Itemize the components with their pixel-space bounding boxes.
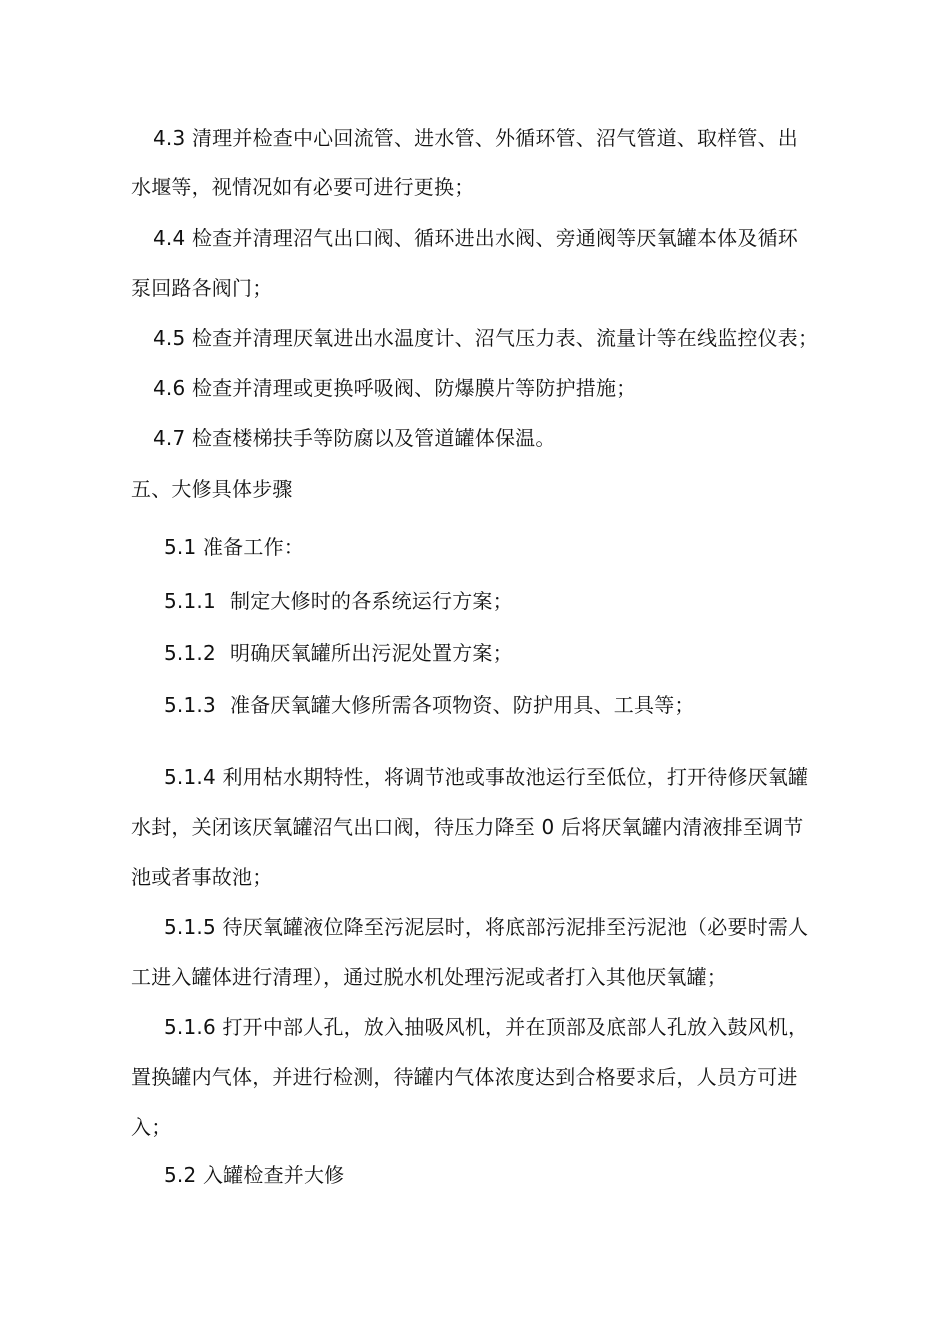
step-5-1-6-line-2: 置换罐内气体，并进行检测，待罐内气体浓度达到合格要求后，人员方可进 [131, 1065, 798, 1089]
step-5-1-2-text: 明确厌氧罐所出污泥处置方案； [230, 641, 513, 665]
step-5-1-6-line-3: 入； [131, 1115, 172, 1139]
step-5-1-4-line-3: 池或者事故池； [131, 865, 273, 889]
step-5-1-3-number: 5.1.3 [164, 693, 216, 717]
step-5-2: 5.2 入罐检查并大修 [164, 1163, 345, 1187]
step-5-1-5-line-1: 5.1.5 待厌氧罐液位降至污泥层时，将底部污泥排至污泥池（必要时需人 [164, 915, 809, 939]
item-4-4-line-2: 泵回路各阀门； [131, 276, 273, 300]
item-4-6: 4.6 检查并清理或更换呼吸阀、防爆膜片等防护措施； [153, 376, 637, 400]
step-5-1-4-line-2: 水封，关闭该厌氧罐沼气出口阀，待压力降至 0 后将厌氧罐内清液排至调节 [131, 815, 804, 839]
item-4-7: 4.7 检查楼梯扶手等防腐以及管道罐体保温。 [153, 426, 556, 450]
step-5-1: 5.1 准备工作： [164, 535, 304, 559]
item-4-5: 4.5 检查并清理厌氧进出水温度计、沼气压力表、流量计等在线监控仪表； [153, 326, 819, 350]
step-5-1-4-line-1: 5.1.4 利用枯水期特性，将调节池或事故池运行至低位，打开待修厌氧罐 [164, 765, 809, 789]
step-5-1-2 [164, 640, 513, 666]
step-5-1-5-line-2: 工进入罐体进行清理），通过脱水机处理污泥或者打入其他厌氧罐； [131, 965, 727, 989]
item-4-3-line-1: 4.3 清理并检查中心回流管、进水管、外循环管、沼气管道、取样管、出 [153, 126, 798, 150]
item-4-3-line-2: 水堰等，视情况如有必要可进行更换； [131, 175, 475, 199]
section-5-heading: 五、大修具体步骤 [131, 477, 293, 501]
step-5-1-3-text: 准备厌氧罐大修所需各项物资、防护用具、工具等； [230, 693, 695, 717]
step-5-1-3 [164, 692, 695, 718]
step-5-1-1-number: 5.1.1 [164, 589, 216, 613]
step-5-1-2-number: 5.1.2 [164, 641, 216, 665]
step-5-1-6-line-1: 5.1.6 打开中部人孔，放入抽吸风机，并在顶部及底部人孔放入鼓风机， [164, 1015, 809, 1039]
step-5-1-1-text: 制定大修时的各系统运行方案； [230, 589, 513, 613]
step-5-1-1 [164, 588, 513, 614]
item-4-4-line-1: 4.4 检查并清理沼气出口阀、循环进出水阀、旁通阀等厌氧罐本体及循环 [153, 226, 798, 250]
